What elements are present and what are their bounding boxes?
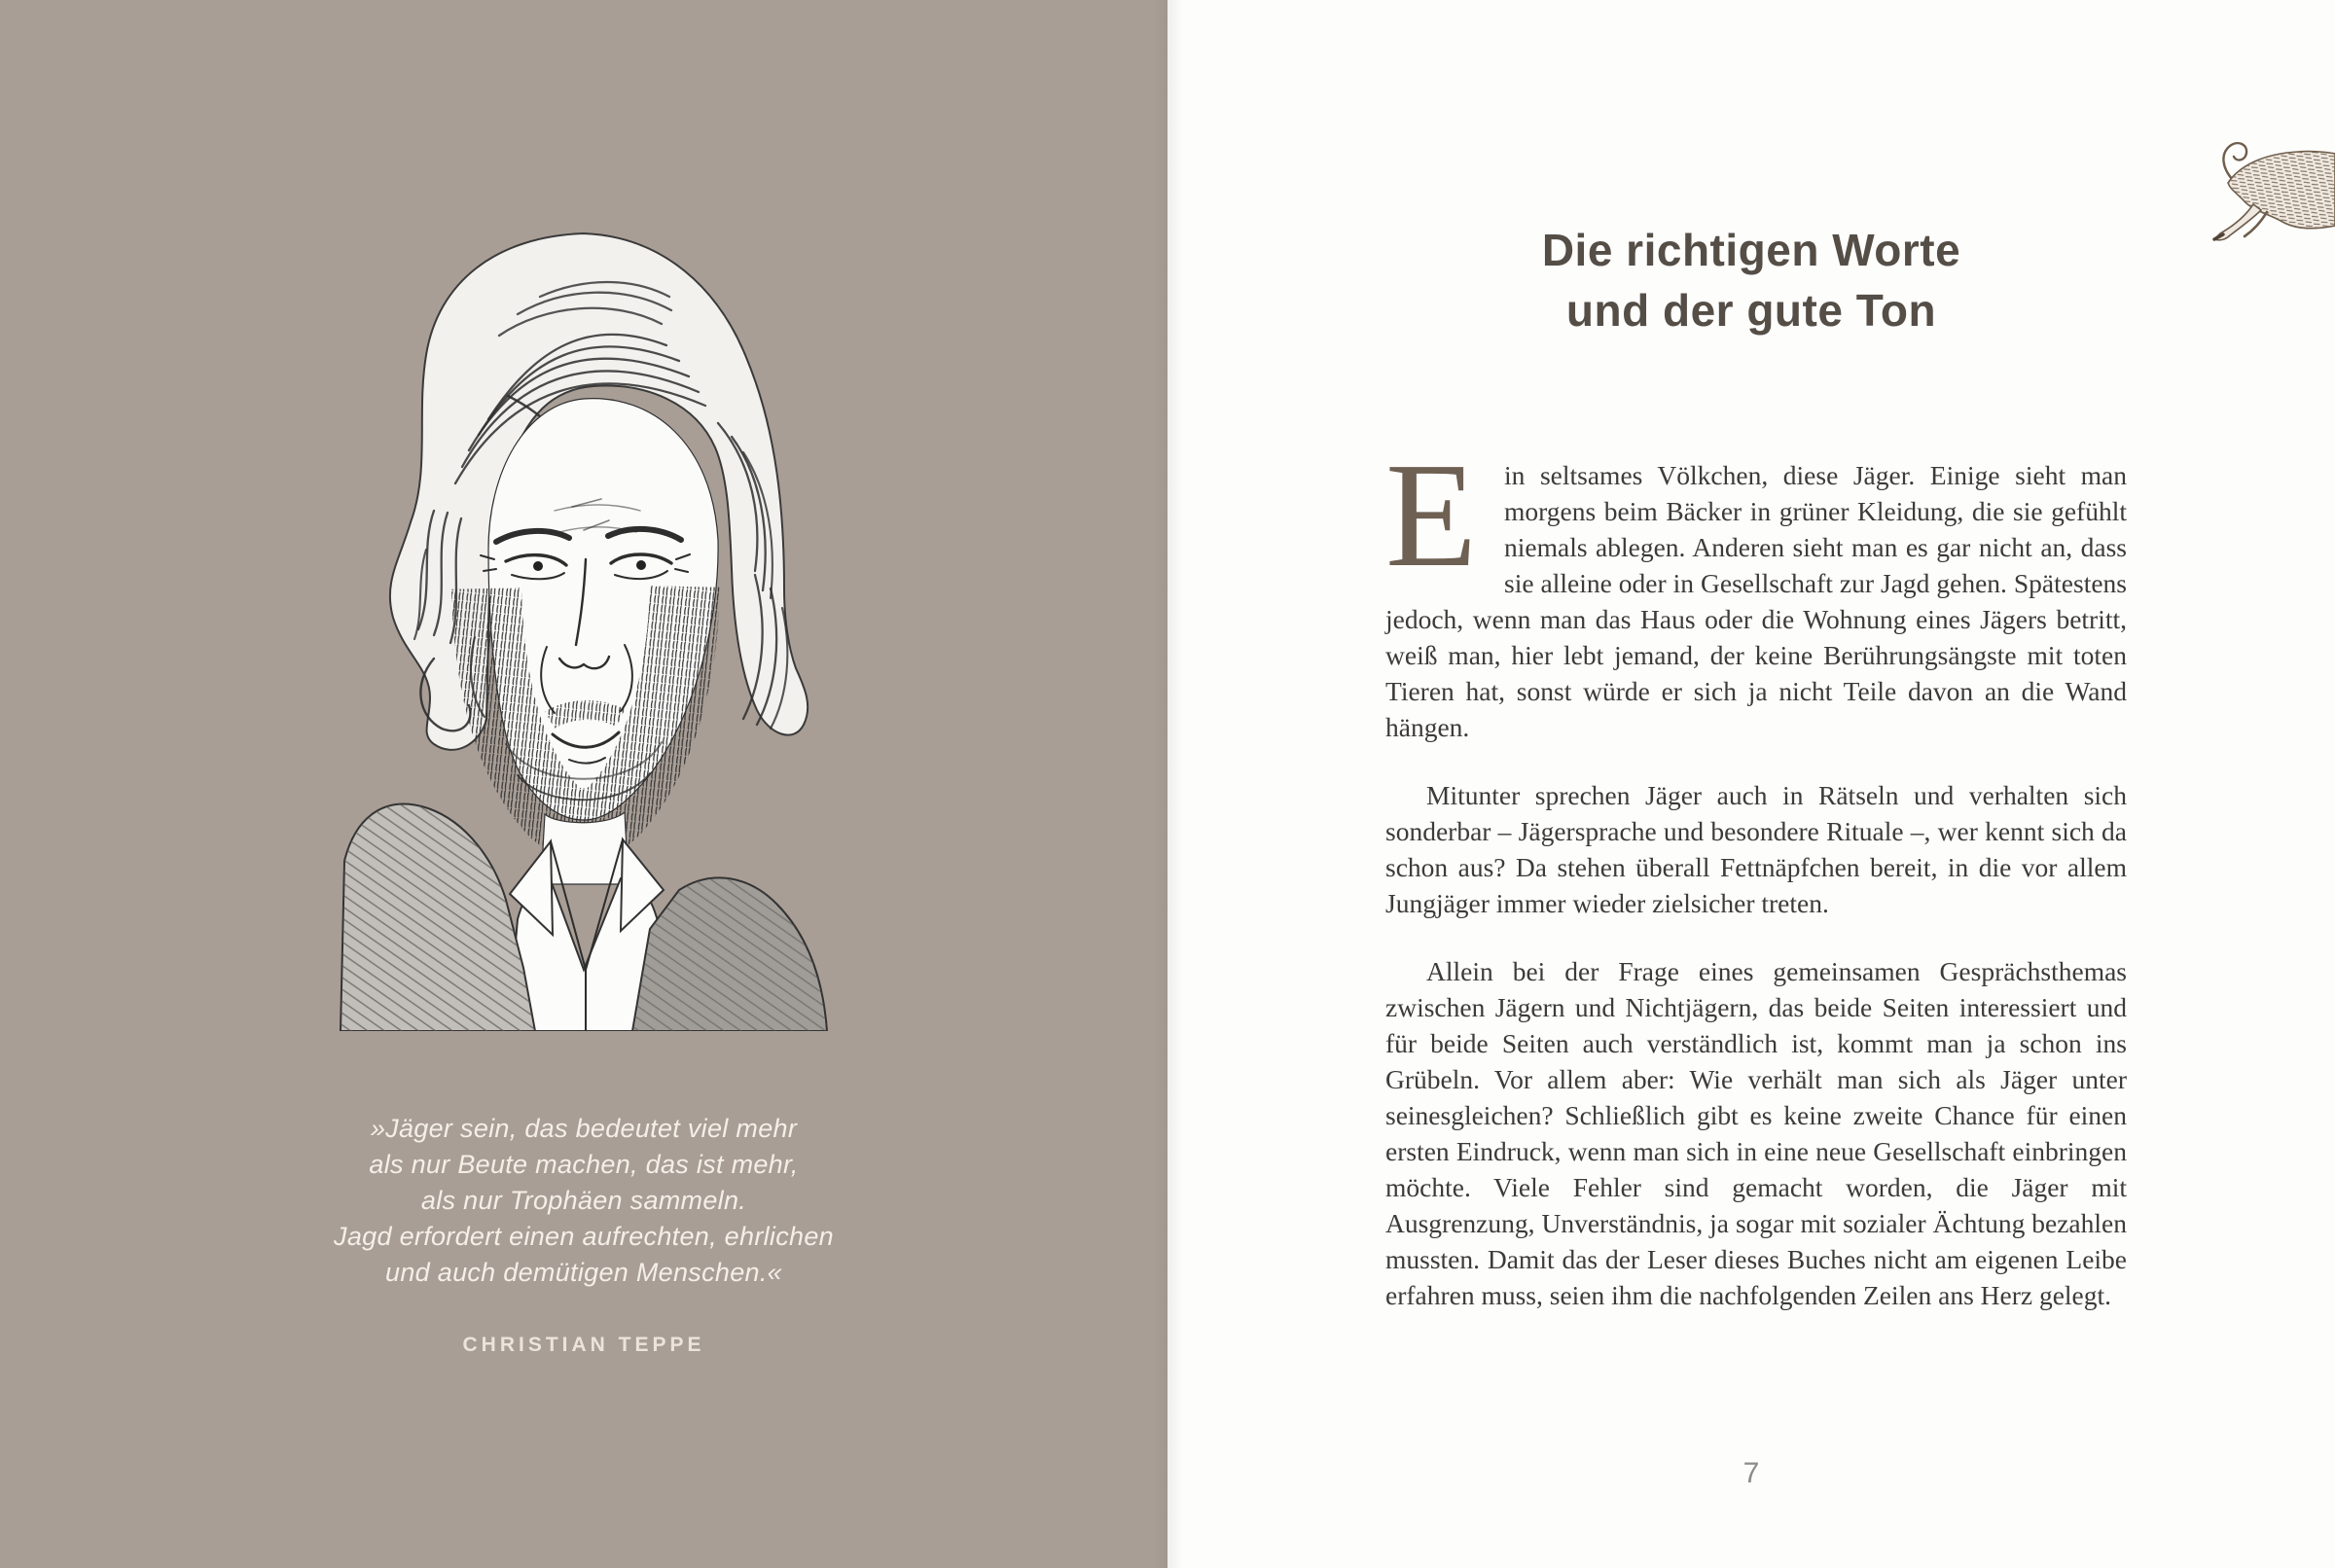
right-page: [1168, 0, 2335, 1568]
paragraph: [1385, 433, 2127, 745]
shoulders: [341, 804, 827, 1031]
drop-cap: E: [1385, 433, 1478, 598]
quote-line: und auch demütigen Menschen.«: [385, 1258, 782, 1287]
paragraph: Allein bei der Frage eines gemeinsamen Gesprächsthemas zwischen Jägern und Nichtjägern, das beide Seiten interessiert und für beide Seiten auch verständlich ist, kommt man ja schon ins Grübeln. Vor allem aber: Wie verhält man sich als Jäger unter seinesgleichen? Schließlich gibt es keine zweite Chance für einen ersten Eindruck, wenn man sich in eine neue Gesellschaft einbringen möchte. Viele Fehler sind gemacht worden, die Jäger mit Ausgrenzung, Unverständnis, ja sogar mit sozialer Ächtung bezahlen mussten. Damit das der Leser dieses Buches nicht am eigenen Leibe erfahren muss, seien ihm die nachfolgenden Zeilen ans Herz gelegt.: [1385, 956, 2127, 1310]
quote-line: Jagd erfordert einen aufrechten, ehrlichen: [334, 1222, 834, 1251]
chapter-title-line2: und der gute Ton: [1565, 285, 1937, 336]
chapter-title: [1168, 220, 2335, 340]
quote-line: als nur Trophäen sammeln.: [420, 1186, 747, 1215]
paragraph-text: in seltsames Völkchen, diese Jäger. Einige sieht man morgens beim Bäcker in grüner Kleidung, die sie gefühlt niemals ablegen. Anderen sieht man es gar nicht an, dass sie alleine oder in Gesellschaft zur Jagd gehen. Spätestens jedoch, wenn man das Haus oder die Wohnung eines Jägers betritt, weiß man, hier lebt jemand, der keine Berührungsängste mit toten Tieren hat, sonst würde er sich ja nicht Teile davon an die Wand hängen.: [1385, 460, 2127, 742]
quote-line: als nur Beute machen, das ist mehr,: [369, 1150, 799, 1179]
quote-attribution: CHRISTIAN TEPPE: [462, 1334, 705, 1356]
quote-line: »Jäger sein, das bedeutet viel mehr: [370, 1114, 798, 1143]
chapter-body: [1385, 433, 2127, 1345]
page-number: 7: [1742, 1457, 1760, 1489]
pull-quote: [0, 1111, 1168, 1357]
portrait-illustration: [263, 219, 900, 1031]
paragraph: Mitunter sprechen Jäger auch in Rätseln und verhalten sich sonderbar – Jägersprache und besondere Rituale –, wer kennt sich da schon aus? Da stehen überall Fettnäpfchen bereit, in die vor allem Jungjäger immer wieder zielsicher treten.: [1385, 780, 2127, 918]
chapter-title-line1: Die richtigen Worte: [1541, 225, 1961, 275]
